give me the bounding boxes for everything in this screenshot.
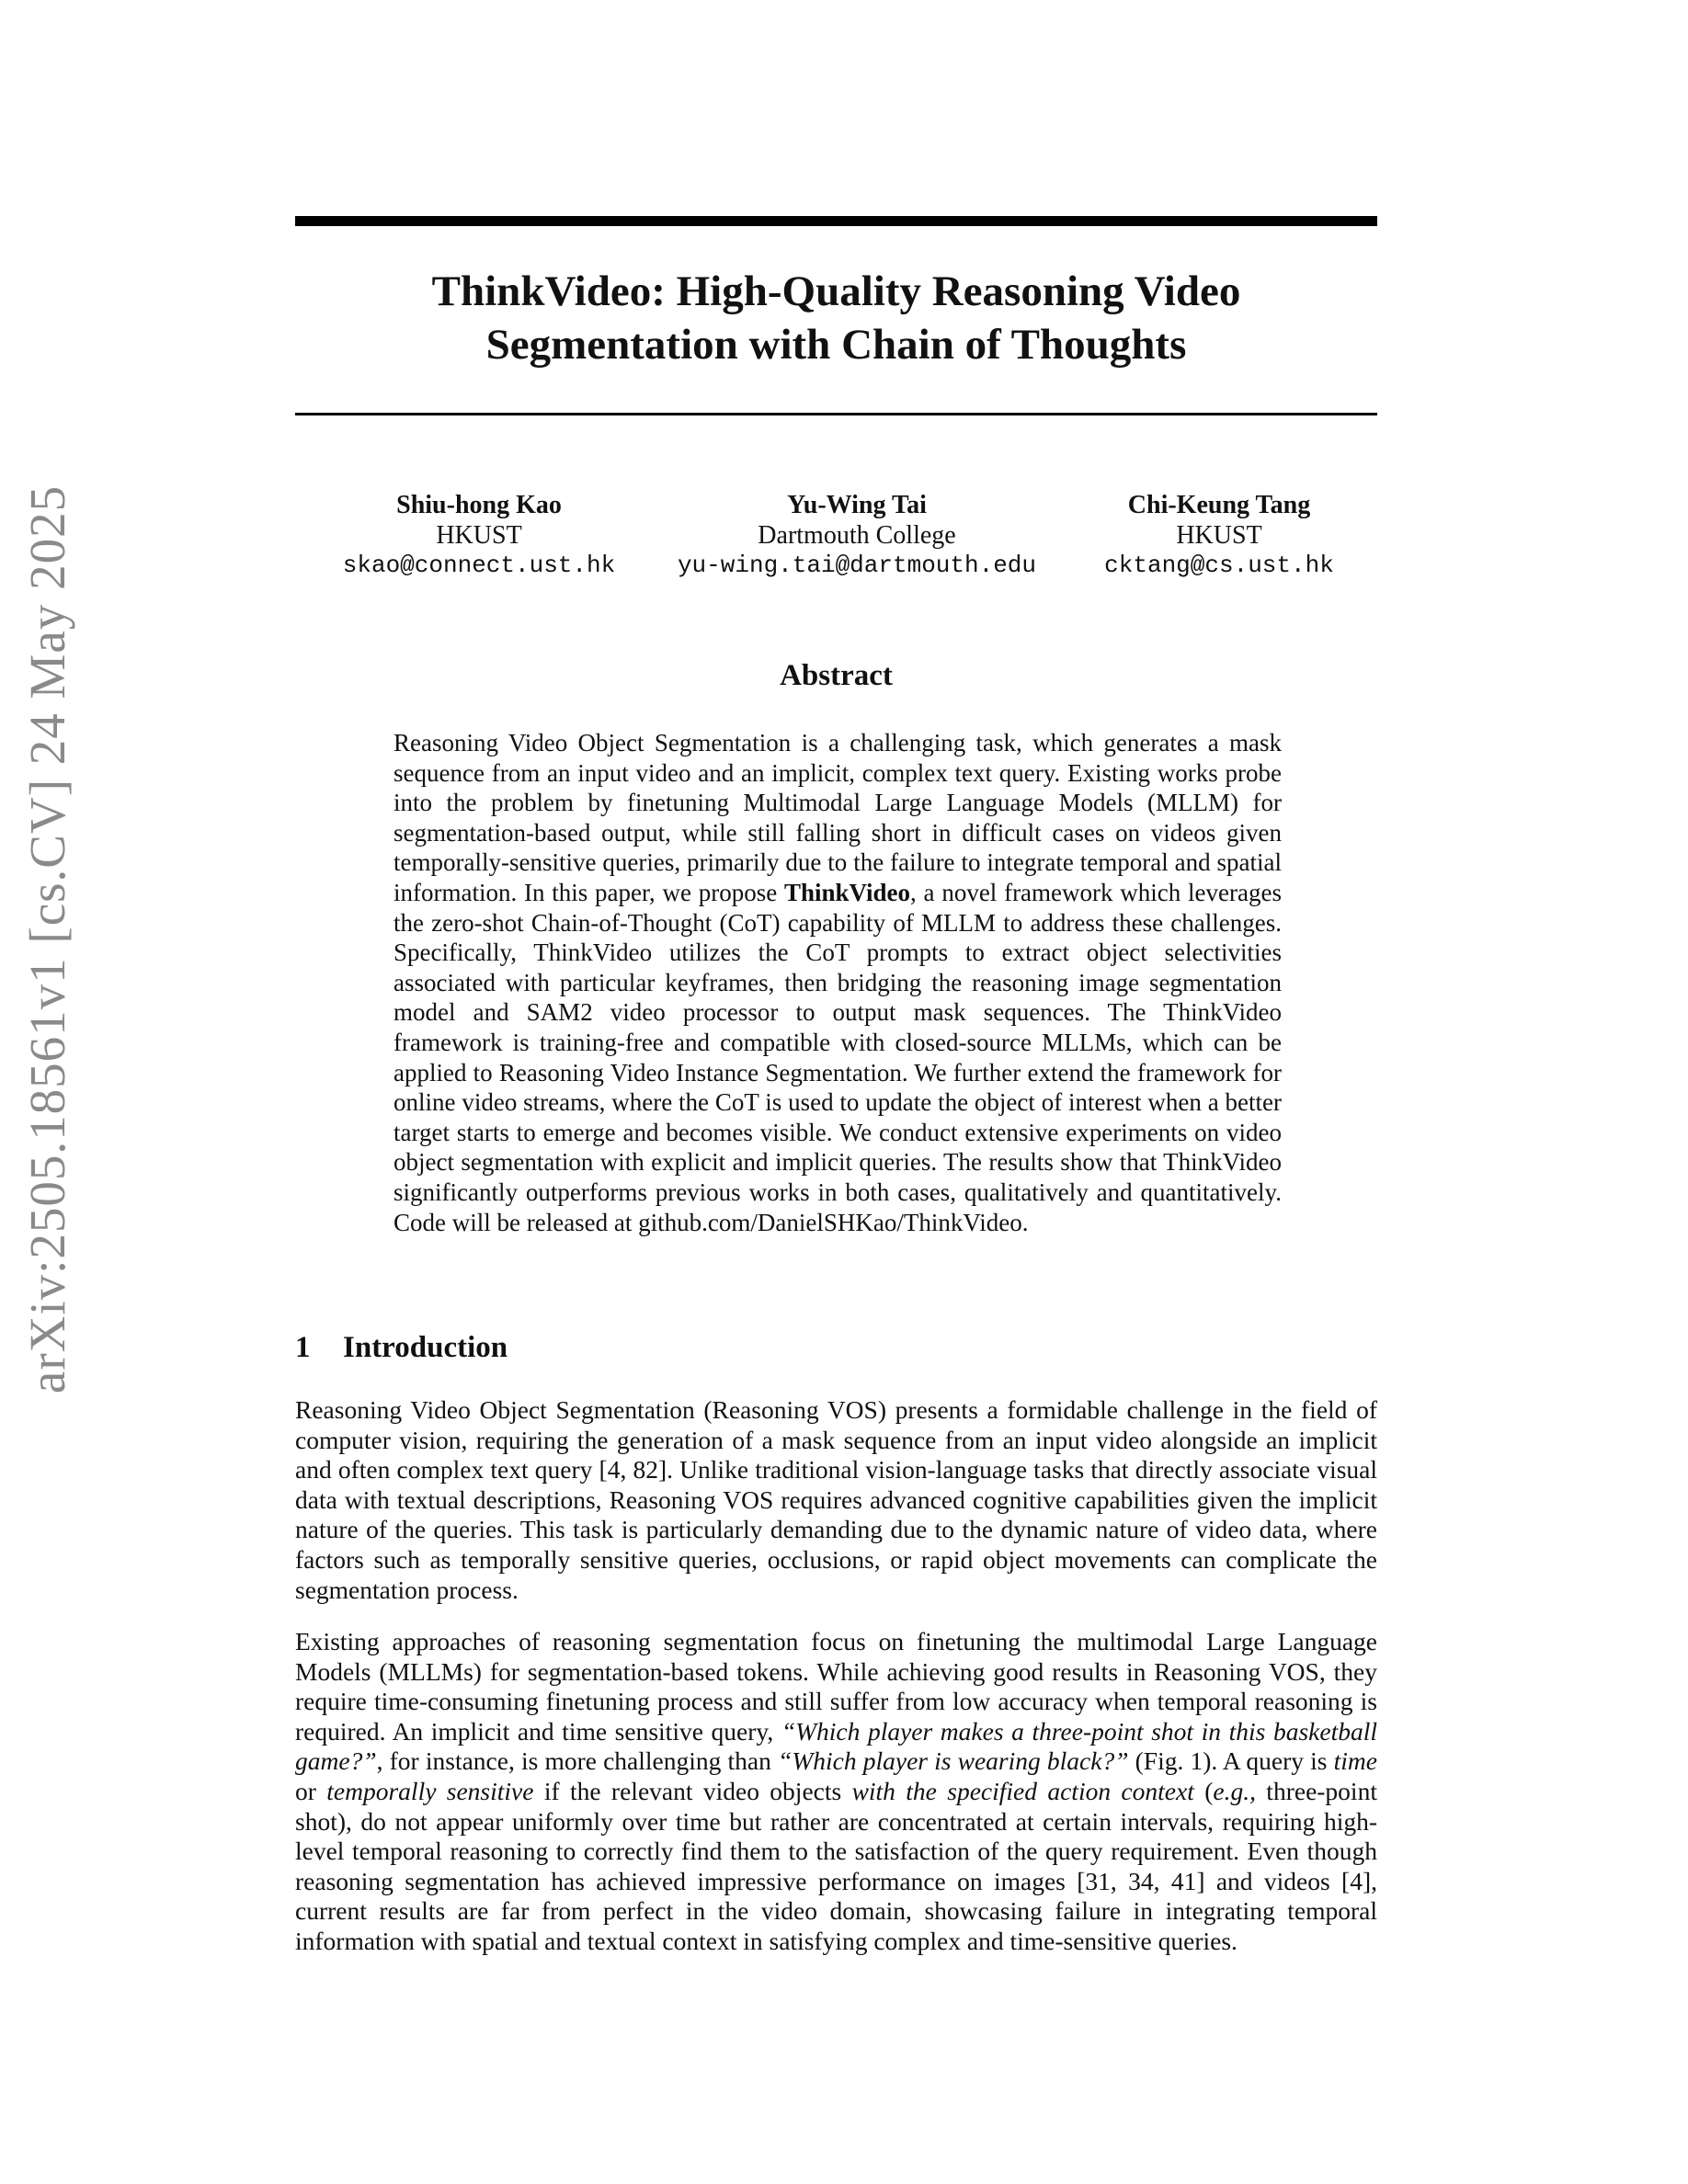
abstract-text <box>393 728 1282 1237</box>
paper-title-line-1: ThinkVideo: High-Quality Reasoning Video <box>431 267 1241 315</box>
abstract-text-part-1: Reasoning Video Object Segmentation is a challenging task, which generates a mask sequence from an input video and an implicit, complex text query. Existing works probe into the problem by finetuning Multimodal Large Language Models (MLLM) for segmentation-based output, while still falling short in difficult cases on videos given temporally-sensitive queries, primarily due to the failure to integrate temporal and spatial information. In this paper, we propose <box>393 729 1282 906</box>
author-block-2 <box>664 490 1050 581</box>
author-block-3 <box>1026 490 1412 581</box>
introduction-paragraph-2 <box>295 1627 1377 1957</box>
example-query-1: “Which player makes a three-point shot in this basketball game?” <box>295 1716 1378 1776</box>
author-email: cktang@cs.ust.hk <box>1104 552 1334 579</box>
paper-title-line-2: Segmentation with Chain of Thoughts <box>485 321 1187 369</box>
emphasis-action-context: with the specified action context <box>851 1776 1194 1805</box>
section-title: Introduction <box>343 1331 508 1364</box>
author-affiliation: HKUST <box>436 521 522 550</box>
abstract-text-part-2: , a novel framework which leverages the zero-shot Chain-of-Thought (CoT) capability of MLLM to address these challenges. Specifically, ThinkVideo utilizes the CoT prompts to extract object selectivities associated with particular keyframes, then bridging the reasoning image segmentation model and SAM2 video processor to output mask sequences. The ThinkVideo framework is training-free and compatible with closed-source MLLMs, which can be applied to Reasoning Video Instance Segmentation. We further extend the framework for online video streams, where the CoT is used to update the object of interest when a better target starts to emerge and becomes visible. We conduct extensive experiments on video object segmentation with explicit and implicit queries. The results show that ThinkVideo significantly outperforms previous works in both cases, qualitatively and quantitatively. Code will be released at github.com/DanielSHKao/ThinkVideo. <box>393 878 1282 1236</box>
author-name: Chi-Keung Tang <box>1127 491 1311 519</box>
author-affiliation: Dartmouth College <box>758 521 956 550</box>
text-run: or <box>295 1776 327 1805</box>
author-name: Yu-Wing Tai <box>787 491 927 519</box>
text-run: ( <box>1193 1776 1214 1805</box>
section-number: 1 <box>295 1331 311 1364</box>
title-top-rule <box>295 216 1377 226</box>
text-run: (Fig. 1). A query is <box>1128 1746 1334 1776</box>
text-run: , for instance, is more challenging than <box>376 1746 779 1776</box>
text-run: if the relevant video objects <box>533 1776 852 1805</box>
abstract-heading: Abstract <box>780 659 893 692</box>
title-bottom-rule <box>295 413 1377 415</box>
arxiv-identifier-sidebar: arXiv:2505.18561v1 [cs.CV] 24 May 2025 <box>19 484 75 1394</box>
emphasis-time: time <box>1333 1746 1378 1776</box>
section-heading-introduction <box>295 1329 508 1366</box>
emphasis-eg: e.g., <box>1213 1776 1256 1805</box>
emphasis-temporally-sensitive: temporally sensitive <box>326 1776 534 1805</box>
author-name: Shiu-hong Kao <box>396 491 562 519</box>
author-email: yu-wing.tai@dartmouth.edu <box>677 552 1037 579</box>
author-email: skao@connect.ust.hk <box>342 552 616 579</box>
author-block-1 <box>286 490 672 581</box>
abstract-method-name: ThinkVideo <box>783 878 911 906</box>
text-run: Existing approaches of reasoning segmentation focus on finetuning the multimodal Large Language Models (MLLMs) for segmentation-based tokens. While achieving good results in Reasoning VOS, they require time-consuming finetuning process and still suffer from low accuracy when temporal reasoning is required. An implicit and time sensitive query, <box>295 1627 1377 1746</box>
text-run: three-point shot), do not appear uniformly over time but rather are concentrated at certain intervals, requiring high-level temporal reasoning to correctly find them to the satisfaction of the query requirement. Even though reasoning segmentation has achieved impressive performance on images [31, 34, 41] and videos [4], current results are far from perfect in the video domain, showcasing failure in integrating temporal information with spatial and textual context in satisfying complex and time-sensitive queries. <box>295 1776 1377 1955</box>
author-affiliation: HKUST <box>1176 521 1262 550</box>
paper-title <box>295 265 1377 371</box>
example-query-2: “Which player is wearing black?” <box>778 1746 1129 1776</box>
introduction-paragraph-1: Reasoning Video Object Segmentation (Reasoning VOS) presents a formidable challenge in the field of computer vision, requiring the generation of a mask sequence from an input video alongside an implicit and often complex text query [4, 82]. Unlike traditional vision-language tasks that directly associate visual data with textual descriptions, Reasoning VOS requires advanced cognitive capabilities given the implicit nature of the queries. This task is particularly demanding due to the dynamic nature of video data, where factors such as temporally sensitive queries, occlusions, or rapid object movements can complicate the segmentation process. <box>295 1395 1377 1604</box>
